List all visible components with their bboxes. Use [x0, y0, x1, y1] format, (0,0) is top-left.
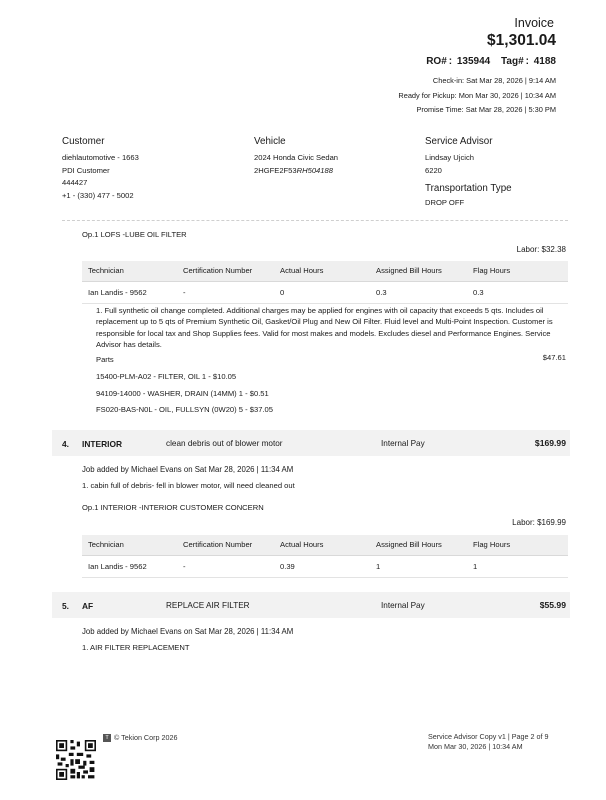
checkin-time: Check-in: Sat Mar 28, 2026 | 9:14 AM [432, 76, 556, 85]
op-lofs-note: 1. Full synthetic oil change completed. Additional charges may be applied for engines with oil capacity that exceeds 5 qts. Includes oil replacement up to 5 qts of Premium Synthetic Oil, Gasket/Oil Plug and New Oil Filter. Fluid level and Multi-Point Inspection. Customer is responsible for local tax and Shop Supplies fees. Valid for most makes and models. Excludes diesel and Performance Engines. Service Advisor has details. [96, 306, 553, 350]
col-flag-hours: Flag Hours [467, 261, 568, 281]
transport-heading: Transportation Type [425, 183, 512, 194]
tekion-logo-icon: T [103, 734, 111, 742]
table-header-row [82, 261, 568, 281]
vin-prefix: 2HGFE2F53 [254, 165, 297, 175]
line-5-job-added: Job added by Michael Evans on Sat Mar 28, 2026 | 11:34 AM [82, 627, 294, 636]
divider [62, 220, 568, 221]
invoice-total: $1,301.04 [487, 32, 556, 49]
table-row [82, 281, 568, 303]
transport-value: DROP OFF [425, 198, 465, 207]
cell-technician: Ian Landis - 9562 [82, 555, 177, 577]
col-technician: Technician [82, 535, 177, 555]
qr-code-icon [56, 740, 96, 780]
cell-technician: Ian Landis - 9562 [82, 281, 177, 303]
footer-page-info [428, 732, 549, 752]
ro-tag-line: RO# : 135944 Tag# : 4188 [426, 56, 556, 67]
op-lofs-labor: Labor: $32.38 [516, 245, 566, 254]
cell-flag-hours: 0.3 [467, 281, 568, 303]
advisor-heading: Service Advisor [425, 136, 493, 147]
line-5-pay-type: Internal Pay [381, 601, 425, 610]
part-item: 94109-14000 - WASHER, DRAIN (14MM) 1 - $0.51 [96, 389, 269, 398]
line-5-amount: $55.99 [539, 600, 566, 610]
vehicle-info [254, 152, 338, 177]
customer-phone: +1 - (330) 477 - 5002 [62, 190, 134, 200]
cell-flag-hours: 1 [467, 555, 568, 577]
table-row [82, 555, 568, 577]
col-actual-hours: Actual Hours [274, 261, 370, 281]
op-lofs-tech-table [82, 261, 568, 304]
advisor-name: Lindsay Ujcich [425, 153, 474, 162]
cell-assigned-hours: 0.3 [370, 281, 467, 303]
vehicle-vin [254, 165, 338, 178]
col-assigned-hours: Assigned Bill Hours [370, 261, 467, 281]
tag-label: Tag# [501, 56, 524, 67]
line-4-job-added: Job added by Michael Evans on Sat Mar 28, 2026 | 11:34 AM [82, 465, 294, 474]
parts-total: $47.61 [542, 353, 566, 362]
ro-number: 135944 [456, 56, 491, 67]
cell-actual-hours: 0.39 [274, 555, 370, 577]
line-5-note: 1. AIR FILTER REPLACEMENT [82, 643, 190, 652]
part-item: 15400-PLM-A02 - FILTER, OIL 1 - $10.05 [96, 372, 237, 381]
line-4-code: INTERIOR [82, 439, 123, 449]
part-item: FS020-BAS-N0L - OIL, FULLSYN (0W20) 5 - $37.05 [96, 405, 273, 414]
cell-assigned-hours: 1 [370, 555, 467, 577]
copy-info: Service Advisor Copy v1 | Page 2 of 9 [428, 732, 549, 741]
table-header-row [82, 535, 568, 555]
vehicle-heading: Vehicle [254, 136, 286, 147]
col-flag-hours: Flag Hours [467, 535, 568, 555]
vin-suffix: RH504188 [296, 165, 333, 175]
line-4-note: 1. cabin full of debris- fell in blower motor, will need cleaned out [82, 481, 295, 490]
line-4-labor: Labor: $169.99 [512, 518, 566, 527]
promise-time: Promise Time: Sat Mar 28, 2026 | 5:30 PM [416, 105, 556, 114]
footer-copyright [103, 733, 178, 742]
col-certification: Certification Number [177, 535, 274, 555]
tag-number: 4188 [533, 56, 556, 67]
line-5-row [52, 592, 570, 618]
line-5-description: REPLACE AIR FILTER [166, 601, 250, 610]
col-actual-hours: Actual Hours [274, 535, 370, 555]
ro-label: RO# [426, 56, 447, 67]
line-4-number: 4. [62, 439, 69, 449]
customer-type: PDI Customer [62, 165, 110, 175]
line-5-number: 5. [62, 601, 69, 611]
line-4-op-title: Op.1 INTERIOR -INTERIOR CUSTOMER CONCERN [82, 503, 264, 512]
advisor-id: 6220 [425, 165, 442, 175]
col-technician: Technician [82, 261, 177, 281]
vehicle-model: 2024 Honda Civic Sedan [254, 153, 339, 162]
cell-certification: - [177, 555, 274, 577]
line-4-row [52, 430, 570, 456]
line-4-amount: $169.99 [534, 438, 566, 448]
line-4-description: clean debris out of blower motor [166, 439, 283, 448]
line-4-pay-type: Internal Pay [381, 439, 425, 448]
col-assigned-hours: Assigned Bill Hours [370, 535, 467, 555]
advisor-info [425, 152, 474, 177]
copyright-text: © Tekion Corp 2026 [114, 733, 178, 742]
op-lofs-title: Op.1 LOFS -LUBE OIL FILTER [82, 230, 187, 239]
line-4-tech-table [82, 535, 568, 578]
line-5-code: AF [82, 601, 94, 611]
ready-time: Ready for Pickup: Mon Mar 30, 2026 | 10:34 AM [398, 91, 556, 100]
customer-info [62, 152, 139, 202]
col-certification: Certification Number [177, 261, 274, 281]
print-date: Mon Mar 30, 2026 | 10:34 AM [428, 742, 523, 751]
customer-name: diehlautomotive - 1663 [62, 153, 139, 162]
parts-heading: Parts [96, 355, 114, 364]
invoice-title: Invoice [514, 16, 554, 30]
cell-certification: - [177, 281, 274, 303]
customer-id: 444427 [62, 178, 88, 187]
cell-actual-hours: 0 [274, 281, 370, 303]
customer-heading: Customer [62, 136, 105, 147]
